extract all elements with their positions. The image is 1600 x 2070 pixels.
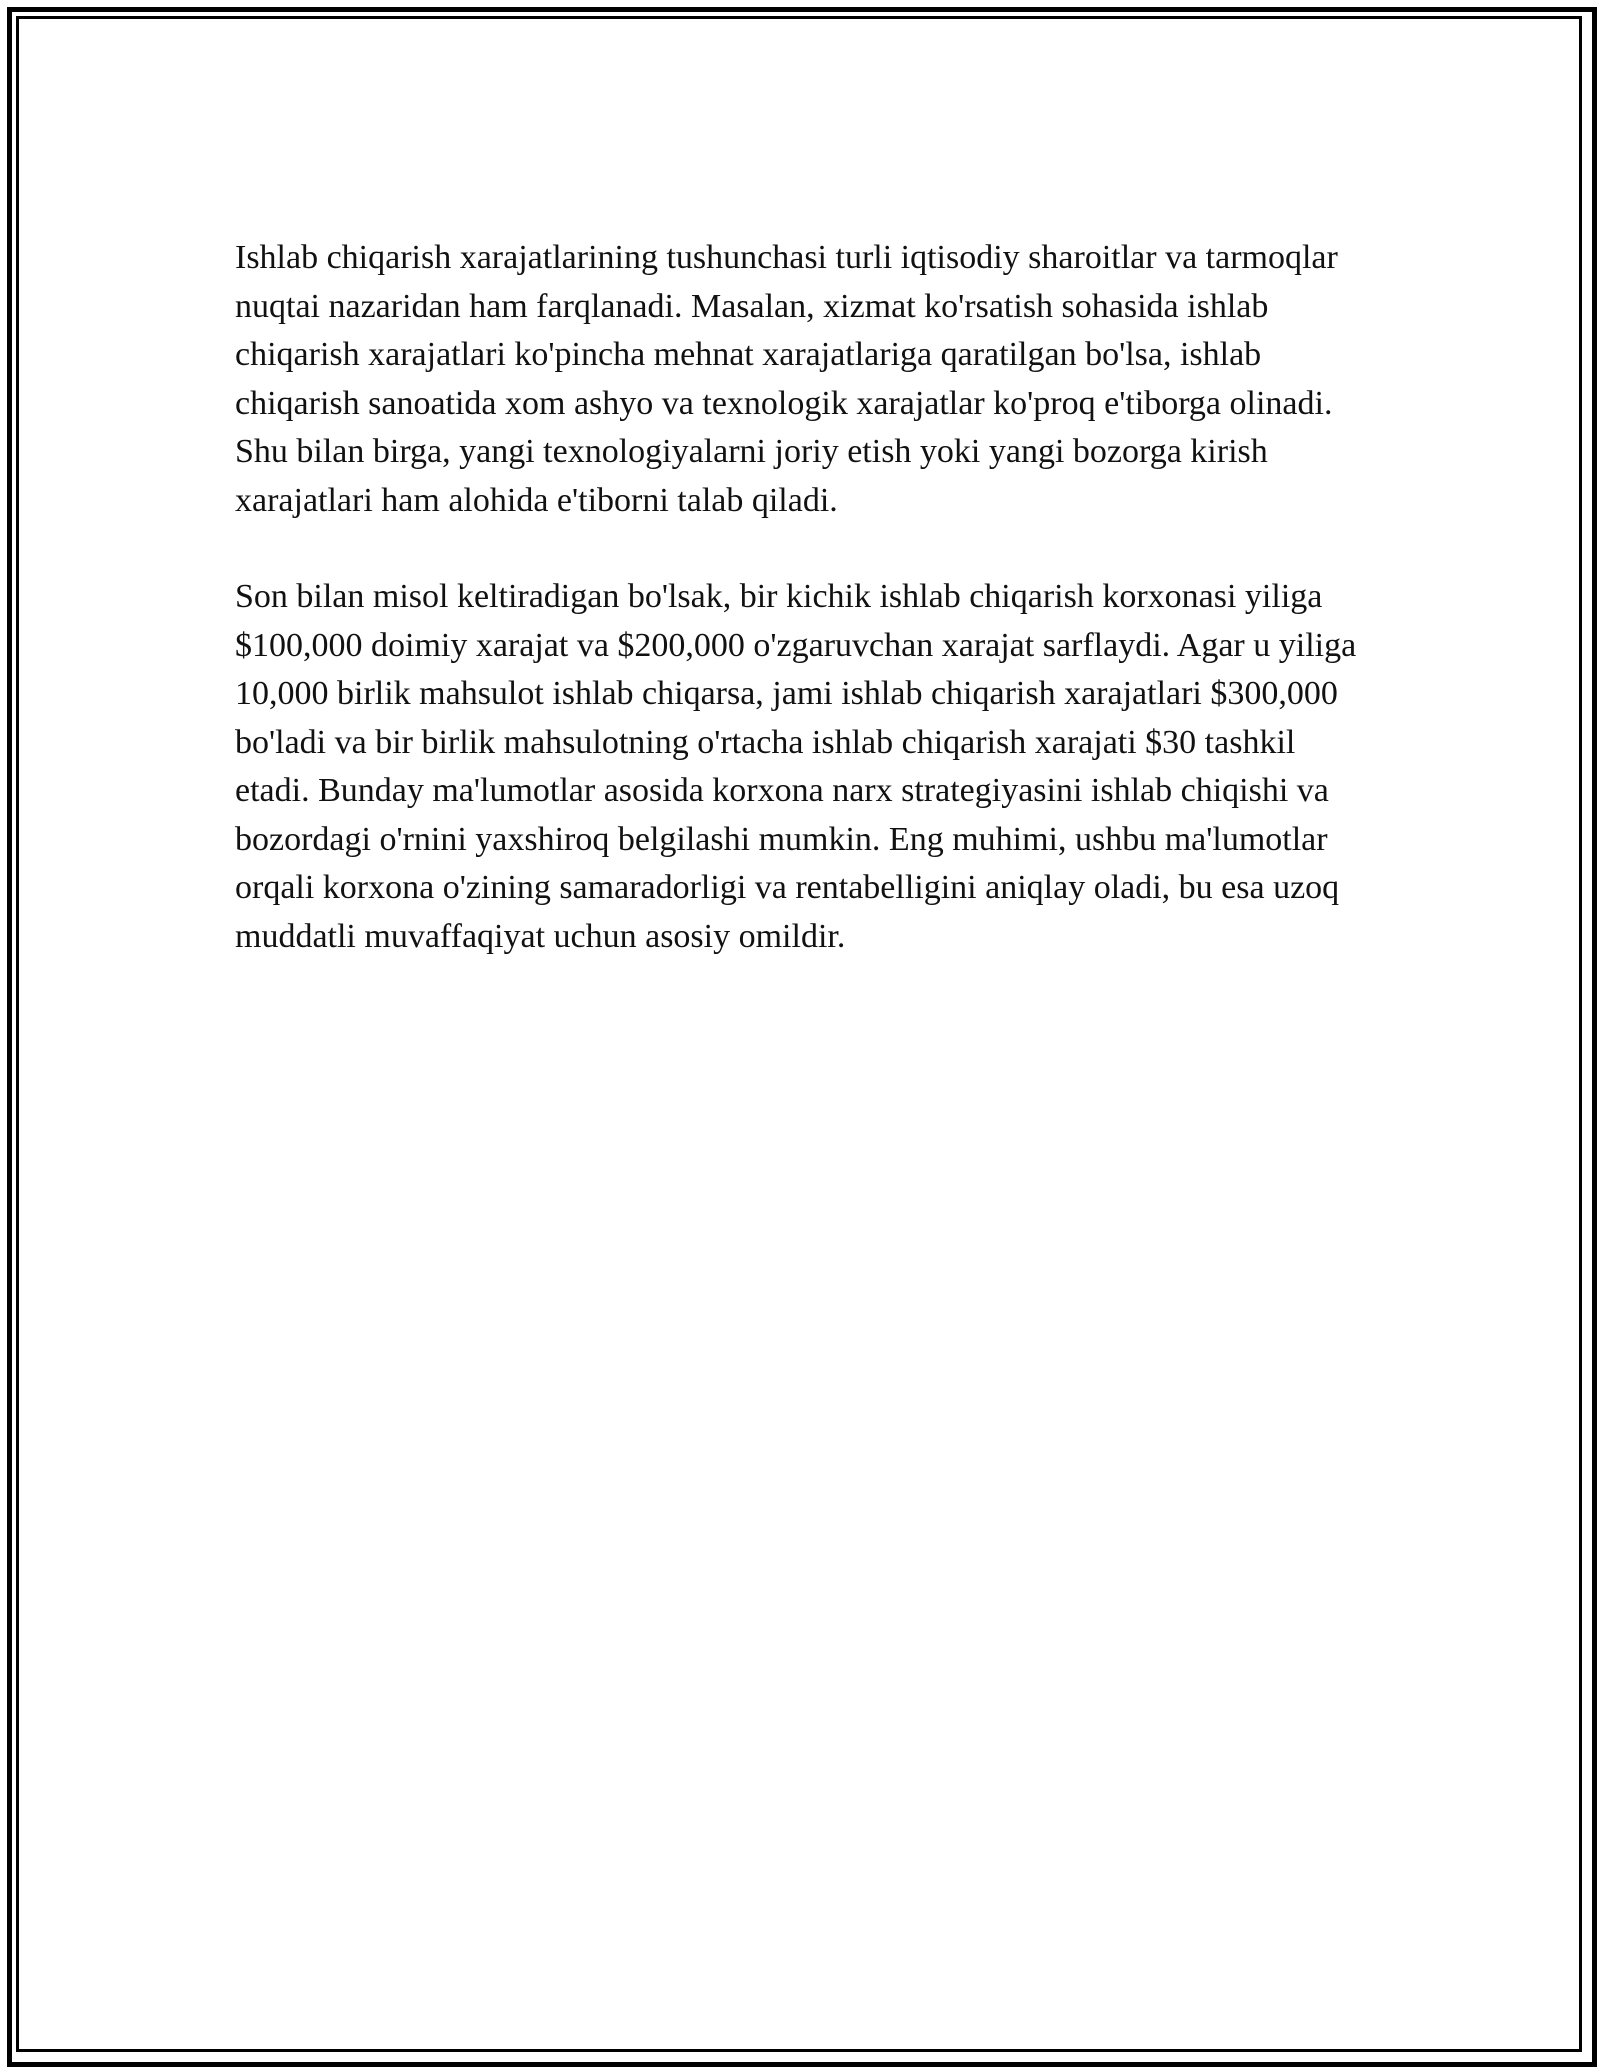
document-body (235, 234, 1365, 1009)
paragraph-numeric-example: Son bilan misol keltiradigan bo'lsak, bir kichik ishlab chiqarish korxonasi yiliga $100,000 doimiy xarajat va $200,000 o'zgaruvchan xarajat sarflaydi. Agar u yiliga 10,000 birlik mahsulot ishlab chiqarsa, jami ishlab chiqarish xarajatlari $300,000 bo'ladi va bir birlik mahsulotning o'rtacha ishlab chiqarish xarajati $30 tashkil etadi. Bunday ma'lumotlar asosida korxona narx strategiyasini ishlab chiqishi va bozordagi o'rnini yaxshiroq belgilashi mumkin. Eng muhimi, ushbu ma'lumotlar orqali korxona o'zining samaradorligi va rentabelligini aniqlay oladi, bu esa uzoq muddatli muvaffaqiyat uchun asosiy omildir. (235, 578, 1357, 955)
paragraph-production-costs-concept: Ishlab chiqarish xarajatlarining tushunchasi turli iqtisodiy sharoitlar va tarmoqlar nuqtai nazaridan ham farqlanadi. Masalan, xizmat ko'rsatish sohasida ishlab chiqarish xarajatlari ko'pincha mehnat xarajatlariga qaratilgan bo'lsa, ishlab chiqarish sanoatida xom ashyo va texnologik xarajatlar ko'proq e'tiborga olinadi. Shu bilan birga, yangi texnologiyalarni joriy etish yoki yangi bozorga kirish xarajatlari ham alohida e'tiborni talab qiladi. (235, 239, 1338, 519)
